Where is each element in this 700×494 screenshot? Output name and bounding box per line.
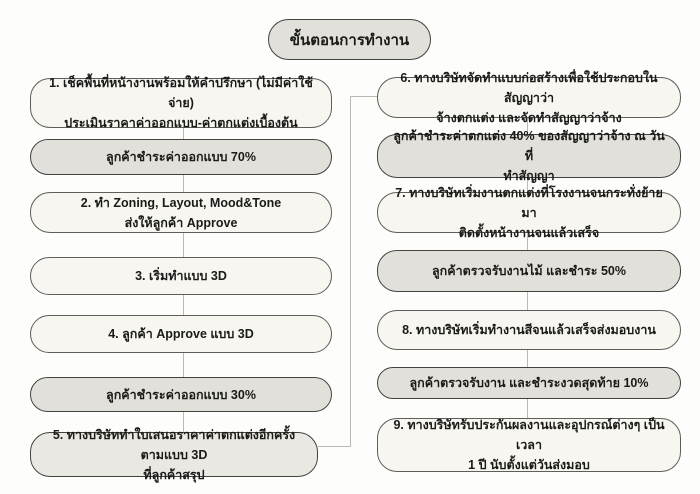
node-text-line1: ลูกค้าชำระค่าออกแบบ 70% xyxy=(106,150,256,164)
flow-node-payment-40 xyxy=(377,129,681,183)
node-text-line2: ส่งให้ลูกค้า Approve xyxy=(124,215,238,230)
connector-line xyxy=(527,292,528,310)
connector-line xyxy=(183,175,184,192)
flow-node-step1 xyxy=(30,78,332,128)
node-text-line2: จ้างตกแต่ง และจัดทำสัญญาว่าจ้าง xyxy=(436,110,622,125)
node-text-line1: ลูกค้าชำระค่าตกแต่ง 40% ของสัญญาว่าจ้าง ณ วันที่ xyxy=(393,129,665,163)
flow-node-step3 xyxy=(30,257,332,295)
node-text-line1: ลูกค้าตรวจรับงาน และชำระงวดสุดท้าย 10% xyxy=(409,376,649,390)
node-text-line2: ติดตั้งหน้างานจนแล้วเสร็จ xyxy=(458,225,600,240)
flow-node-step7 xyxy=(377,185,681,240)
node-text-line1: 1. เช็คพื้นที่หน้างานพร้อมให้คำปรึกษา (ไม่มีค่าใช้จ่าย) xyxy=(49,76,313,110)
node-text-line1: 3. เริ่มทำแบบ 3D xyxy=(135,269,227,283)
node-text-line1: 7. ทางบริษัทเริ่มงานตกแต่งที่โรงงานจนกระทั่งย้ายมา xyxy=(395,185,663,220)
flow-node-payment-50 xyxy=(377,250,681,292)
connector-bridge-vertical xyxy=(350,96,351,447)
node-text-line1: 8. ทางบริษัทเริ่มทำงานสีจนแล้วเสร็จส่งมอบงาน xyxy=(402,323,656,337)
node-text-line1: 9. ทางบริษัทรับประกันผลงานและอุปกรณ์ต่างๆ เป็นเวลา xyxy=(393,418,665,452)
node-text-line2: ประเมินราคาค่าออกแบบ-ค่าตกแต่งเบื้องต้น xyxy=(64,116,298,130)
node-text-line2: ทำสัญญา xyxy=(503,169,555,183)
node-text-line1: ลูกค้าชำระค่าออกแบบ 30% xyxy=(106,387,256,402)
node-text-line1: 4. ลูกค้า Approve แบบ 3D xyxy=(108,327,254,341)
connector-line xyxy=(183,295,184,315)
flow-node-payment-10 xyxy=(377,367,681,399)
flow-node-step5 xyxy=(30,427,318,482)
connector-bridge-top xyxy=(350,96,377,97)
node-text-line2: ที่ลูกค้าสรุป xyxy=(143,467,205,482)
diagram-title: ขั้นตอนการทำงาน xyxy=(268,19,431,60)
connector-bridge-bottom xyxy=(318,446,351,447)
connector-line xyxy=(183,233,184,257)
node-text-line1: 5. ทางบริษัททำใบเสนอราคาค่าตกแต่งอีกครั้งตามแบบ 3D xyxy=(52,427,296,462)
flow-node-payment-70 xyxy=(30,139,332,175)
flow-node-step9 xyxy=(377,418,681,472)
node-text-line1: 2. ทำ Zoning, Layout, Mood&Tone xyxy=(80,195,282,210)
node-text-line2: 1 ปี นับตั้งแต่วันส่งมอบ xyxy=(468,458,590,472)
flow-node-step2 xyxy=(30,192,332,233)
flow-node-payment-30 xyxy=(30,377,332,412)
connector-line xyxy=(527,350,528,367)
connector-line xyxy=(183,353,184,377)
node-text-line1: ลูกค้าตรวจรับงานไม้ และชำระ 50% xyxy=(432,264,626,278)
flow-node-step4 xyxy=(30,315,332,353)
flow-node-step8 xyxy=(377,310,681,350)
flow-node-step6 xyxy=(377,70,681,125)
node-text-line1: 6. ทางบริษัทจัดทำแบบก่อสร้างเพื่อใช้ประกอบในสัญญาว่า xyxy=(400,70,658,105)
